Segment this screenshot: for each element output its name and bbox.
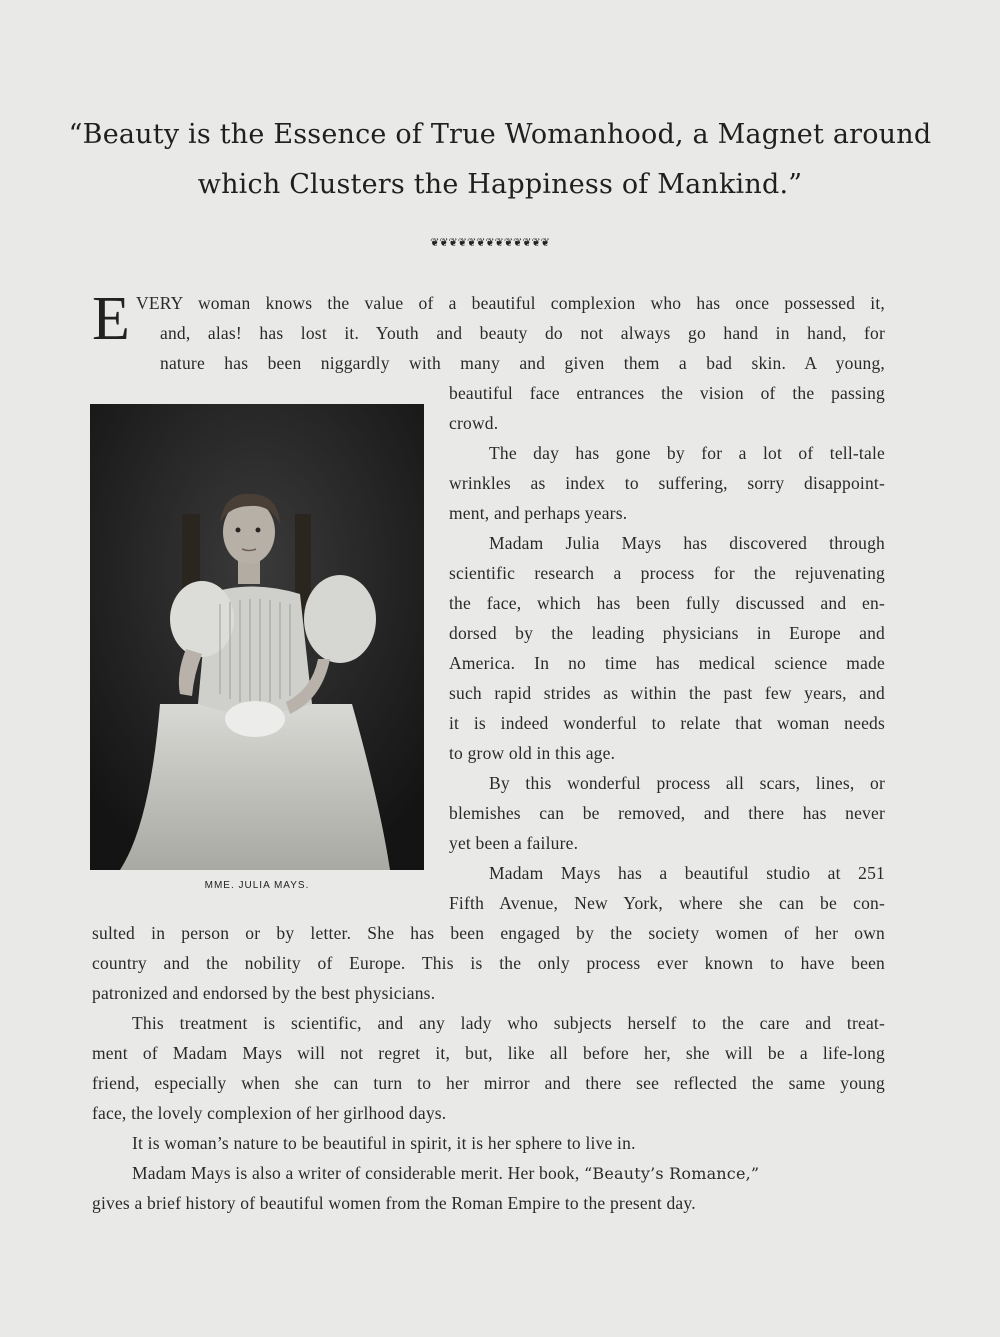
bt-line: patronized and endorsed by the best physicians.: [92, 983, 436, 1003]
title-line-2: which Clusters the Happiness of Mankind.”: [197, 169, 803, 200]
bt-line: It is woman’s nature to be beautiful in spirit, it is her sphere to live in.: [132, 1133, 636, 1153]
intro-paragraph: [136, 288, 885, 378]
bt-line: This treatment is scientific, and any lady who subjects herself to the care and treat-: [132, 1013, 885, 1033]
bt-line: country and the nobility of Europe. This is the only process ever known to have been: [92, 953, 885, 973]
rc-line: crowd.: [449, 413, 499, 433]
photo-caption: MME. JULIA MAYS.: [204, 880, 310, 891]
bt-line: gives a brief history of beautiful women from the Roman Empire to the present day.: [92, 1193, 696, 1213]
portrait-photo: [90, 404, 424, 870]
title-line-1: “Beauty is the Essence of True Womanhood, a Magnet around: [68, 119, 932, 150]
rc-line: yet been a failure.: [449, 833, 579, 853]
rc-line: The day has gone by for a lot of tell-tale: [489, 443, 885, 463]
rc-line: the face, which has been fully discussed and en-: [449, 593, 885, 613]
portrait-illustration: [90, 404, 424, 870]
rc-line: Madam Julia Mays has discovered through: [489, 533, 885, 553]
rc-line: blemishes can be removed, and there has never: [449, 803, 885, 823]
bt-line: friend, especially when she can turn to her mirror and there see reflected the same young: [92, 1073, 885, 1093]
rc-line: Madam Mays has a beautiful studio at 251: [489, 863, 885, 883]
drop-cap: E: [92, 285, 130, 353]
rc-line: scientific research a process for the rejuvenating: [449, 563, 885, 583]
intro-line-3: nature has been niggardly with many and given them a bad skin. A young,: [160, 353, 885, 373]
rc-line: dorsed by the leading physicians in Europe and: [449, 623, 885, 643]
bt-line-book: [92, 1158, 885, 1188]
rc-line: ment, and perhaps years.: [449, 503, 628, 523]
intro-line-2: and, alas! has lost it. Youth and beauty do not always go hand in hand, for: [160, 323, 885, 343]
right-column-text: [449, 378, 885, 918]
ornament-divider: ❦❦❦❦❦❦❦❦❦❦❦❦❦: [430, 237, 550, 249]
rc-line: Fifth Avenue, New York, where she can be con-: [449, 893, 885, 913]
rc-line: beautiful face entrances the vision of the passing: [449, 383, 885, 403]
rc-line: By this wonderful process all scars, lines, or: [489, 773, 885, 793]
bt-line: face, the lovely complexion of her girlhood days.: [92, 1103, 447, 1123]
intro-line-1: VERY woman knows the value of a beautiful complexion who has once possessed it,: [136, 293, 885, 313]
bt-line: ment of Madam Mays will not regret it, but, like all before her, she will be a life-long: [92, 1043, 885, 1063]
bt-line: sulted in person or by letter. She has been engaged by the society women of her own: [92, 923, 885, 943]
rc-line: America. In no time has medical science made: [449, 653, 885, 673]
rc-line: to grow old in this age.: [449, 743, 616, 763]
page-title: [60, 110, 940, 210]
book-title: “Beauty’s Romance,”: [584, 1164, 760, 1183]
rc-line: it is indeed wonderful to relate that woman needs: [449, 713, 885, 733]
rc-line: such rapid strides as within the past few years, and: [449, 683, 885, 703]
rc-line: wrinkles as index to suffering, sorry disappoint-: [449, 473, 885, 493]
bottom-text: [92, 918, 885, 1218]
book-sentence: Madam Mays is also a writer of considerable merit. Her book,: [132, 1163, 580, 1183]
